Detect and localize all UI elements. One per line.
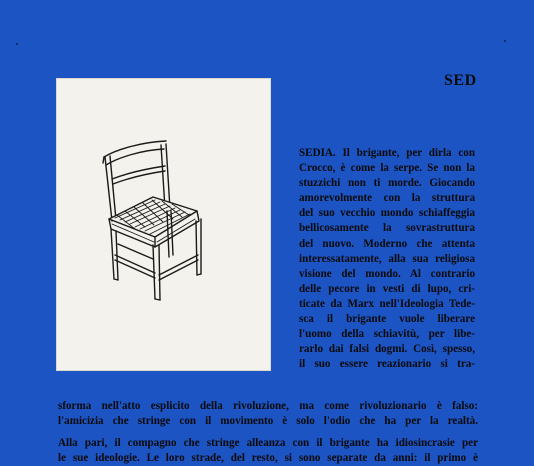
text-line: delle pecore in vesti di lupo, cri-	[299, 282, 475, 295]
dust-speck	[16, 43, 18, 45]
text-line: il suo essere reazionario si tra-	[299, 358, 475, 371]
text-line: bellicosamente la sovrastruttura	[299, 222, 475, 235]
text-line: Crocco, è come la serpe. Se non la	[299, 162, 475, 175]
text-line: del suo vecchio mondo schiaffeggia	[299, 207, 475, 220]
text-line: sforma nell'atto esplicito della rivoluzione, ma come rivoluzionario è falso:	[58, 400, 478, 412]
dust-speck	[504, 40, 506, 42]
text-line: stuzzichi non ti morde. Giocando	[299, 177, 475, 190]
text-line: amorevolmente con la struttura	[299, 192, 475, 205]
wide-text	[58, 399, 478, 429]
page-heading: SED	[444, 72, 477, 89]
text-line: sca il brigante vuole liberare	[299, 313, 475, 326]
column-text	[299, 146, 475, 372]
text-line: Alla pari, il compagno che stringe alleanza con il brigante ha idiosincrasie per	[58, 437, 478, 449]
text-line: ticate da Marx nell'Ideologia Tede-	[299, 297, 475, 310]
chair-drawing	[57, 79, 270, 370]
text-line: l'uomo della schiavitù, per libe-	[299, 328, 475, 341]
text-line: rarlo dai falsi dogmi. Così, spesso,	[299, 343, 475, 356]
text-line: interessatamente, alla sua religiosa	[299, 252, 475, 265]
chair-illustration	[57, 79, 270, 370]
text-line: SEDIA. Il brigante, per dirla con	[299, 147, 475, 159]
text-line: visione del mondo. Al contrario	[299, 267, 475, 280]
text-line: l'amicizia che stringe con il movimento è solo l'odio che ha per la realtà.	[58, 415, 478, 428]
text-line: del nuovo. Moderno che attenta	[299, 237, 475, 250]
text-line: le sue ideologie. Le loro strade, del resto, si sono separate da anni: il primo è	[58, 452, 478, 465]
